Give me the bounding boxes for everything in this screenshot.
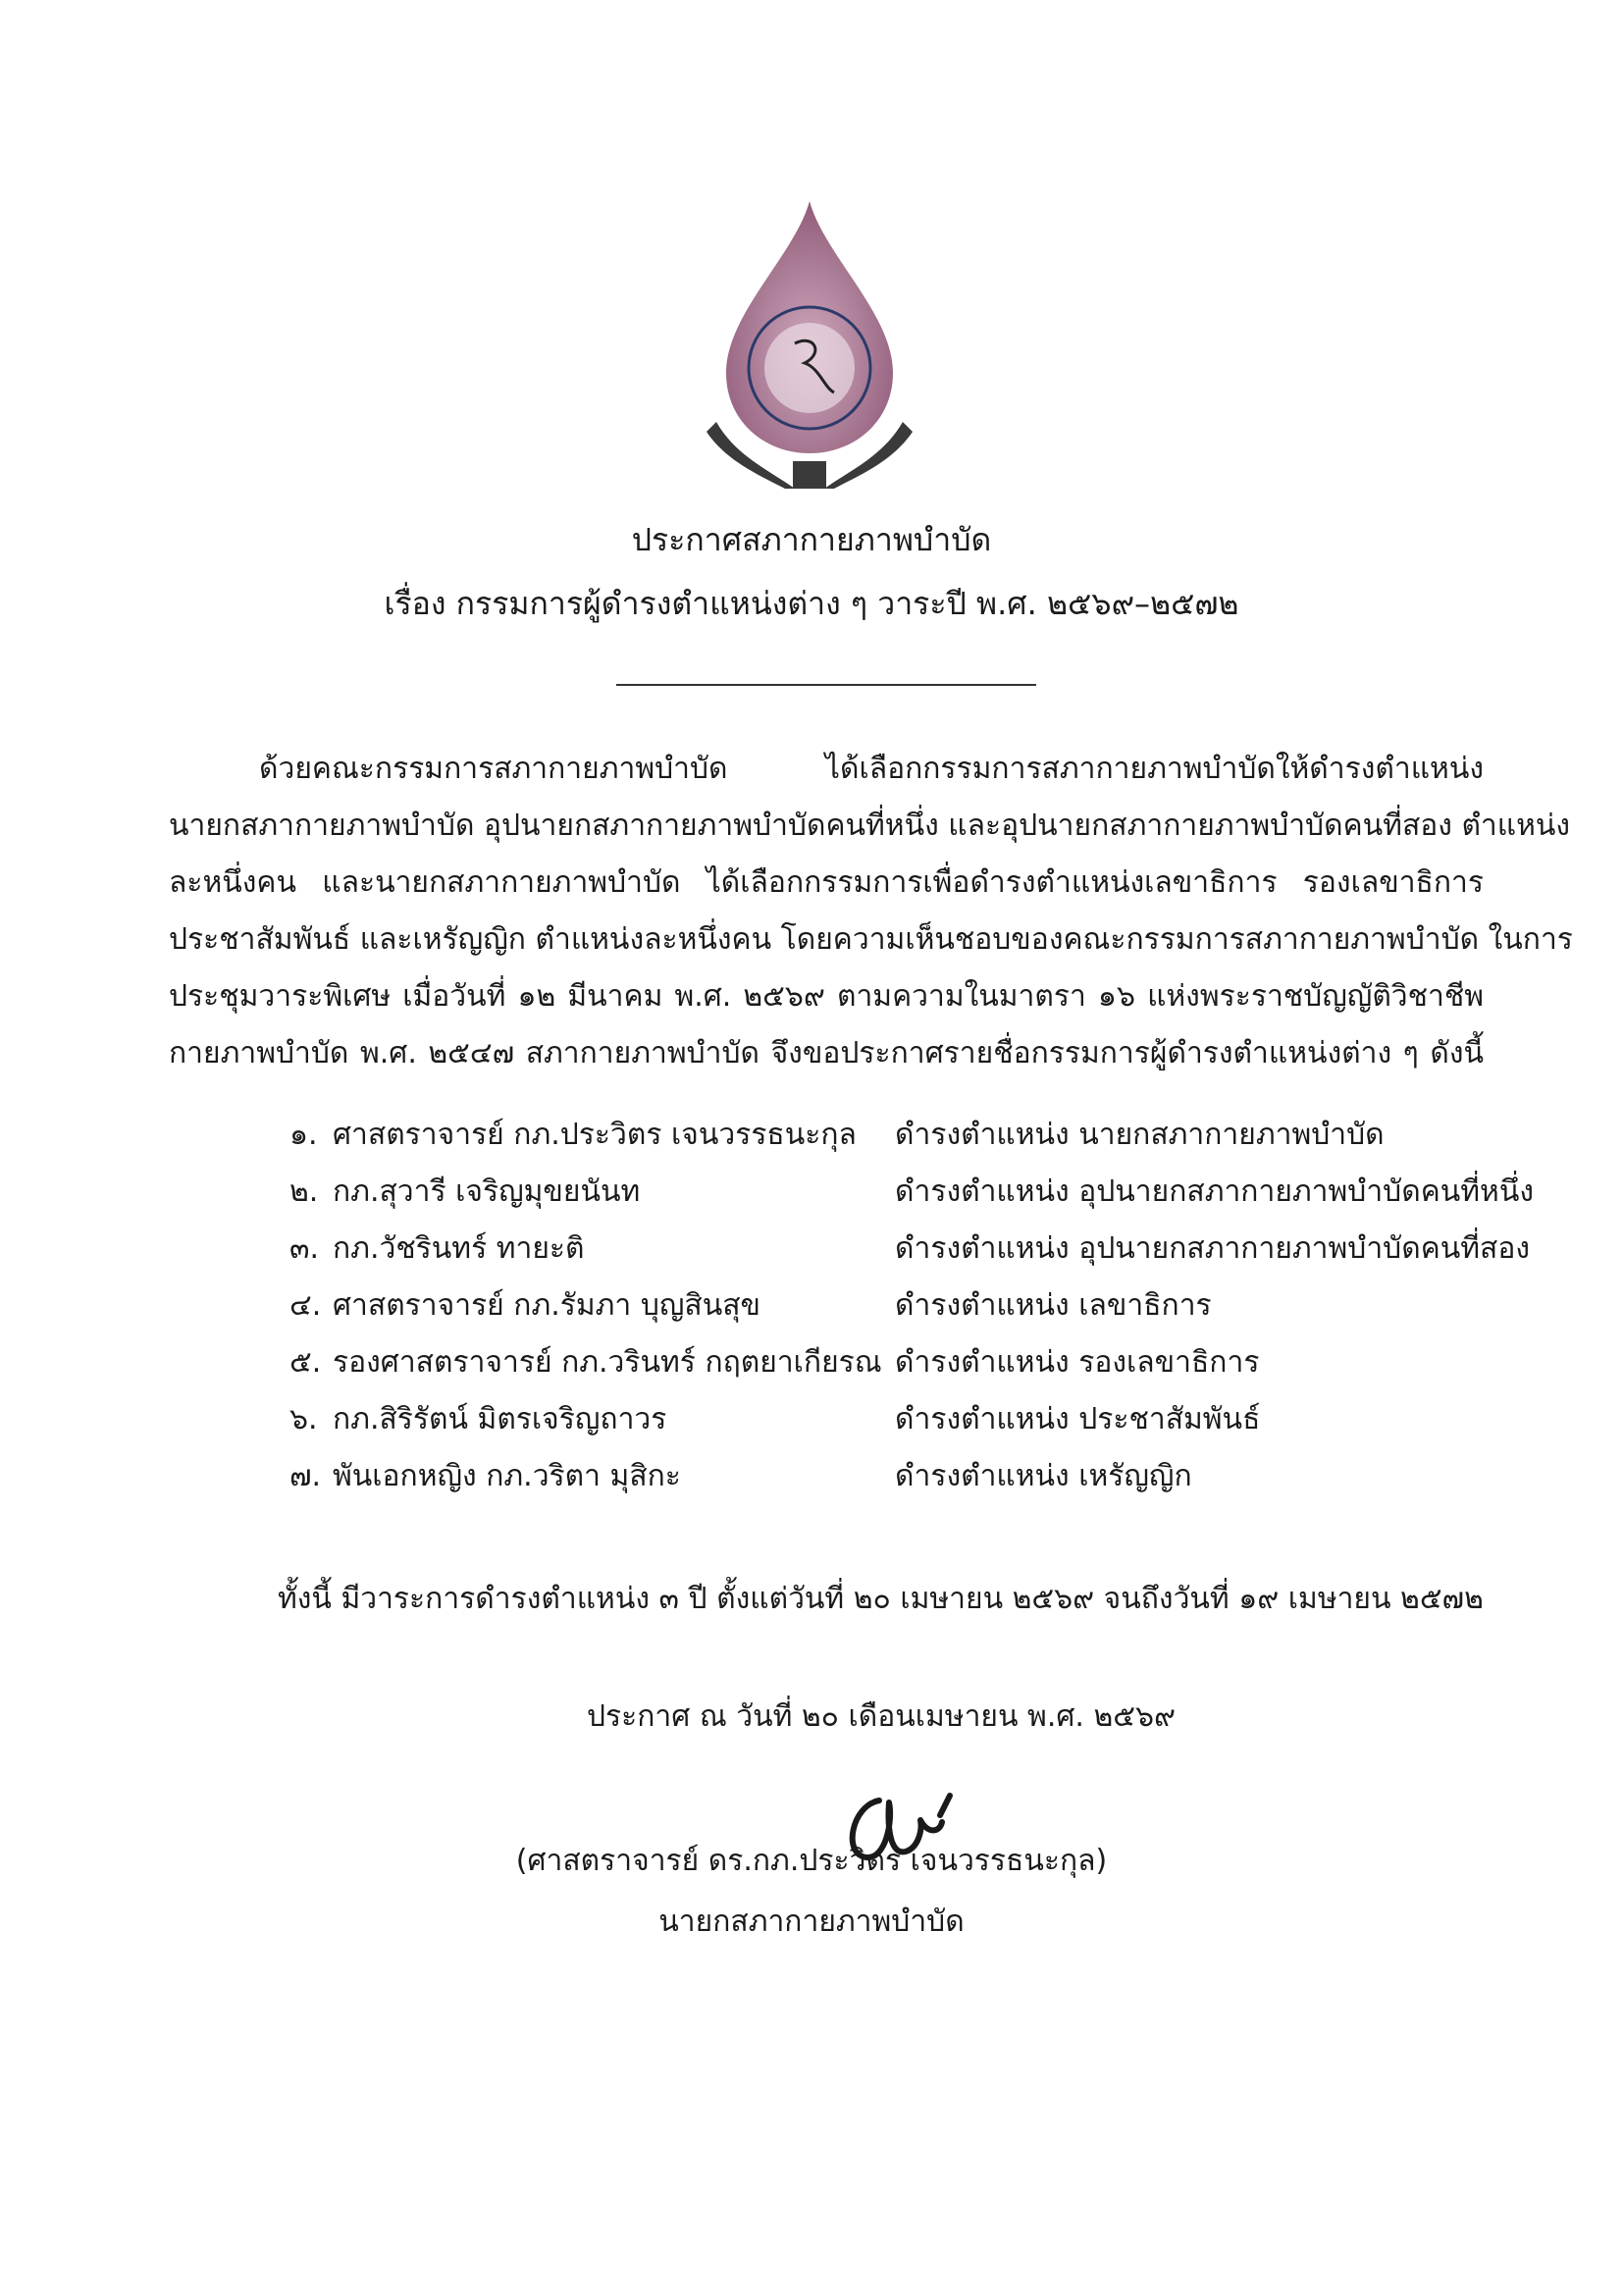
member-number: ๑. bbox=[289, 1118, 318, 1152]
list-item bbox=[289, 1169, 1534, 1226]
member-name: พันเอกหญิง กภ.วริตา มุสิกะ bbox=[333, 1459, 681, 1493]
list-item bbox=[289, 1282, 1526, 1339]
member-position: ดำรงตำแหน่ง อุปนายกสภากายภาพบำบัดคนที่หนึ่ง bbox=[895, 1174, 1534, 1209]
member-list bbox=[289, 1112, 1534, 1510]
body-line: ประชาสัมพันธ์ และเหรัญญิก ตำแหน่งละหนึ่งคน โดยความเห็นชอบของคณะกรรมการสภากายภาพบำบัด ในการ bbox=[169, 922, 1573, 957]
announcement-subject: เรื่อง กรรมการผู้ดำรงตำแหน่งต่าง ๆ วาระปี พ.ศ. ๒๕๖๙–๒๕๗๒ bbox=[384, 585, 1239, 622]
list-item bbox=[289, 1396, 1526, 1453]
member-name: กภ.สุวารี เจริญมุขยนันท bbox=[333, 1174, 641, 1209]
member-name: กภ.สิริรัตน์ มิตรเจริญถาวร bbox=[333, 1402, 667, 1436]
member-number: ๖. bbox=[289, 1402, 318, 1436]
member-name: กภ.วัชรินทร์ ทายะติ bbox=[333, 1231, 585, 1266]
body-line: กายภาพบำบัด พ.ศ. ๒๕๔๗ สภากายภาพบำบัด จึงขอประกาศรายชื่อกรรมการผู้ดำรงตำแหน่งต่าง ๆ ดังนี้ bbox=[169, 1036, 1484, 1070]
member-number: ๓. bbox=[289, 1231, 320, 1266]
member-position: ดำรงตำแหน่ง นายกสภากายภาพบำบัด bbox=[895, 1118, 1385, 1152]
member-number: ๔. bbox=[289, 1288, 322, 1323]
council-logo-icon bbox=[677, 196, 942, 491]
list-item bbox=[289, 1453, 1526, 1510]
body-line: นายกสภากายภาพบำบัด อุปนายกสภากายภาพบำบัดคนที่หนึ่ง และอุปนายกสภากายภาพบำบัดคนที่สอง ตำแหน่ง bbox=[169, 809, 1571, 843]
member-name: ศาสตราจารย์ กภ.รัมภา บุญสินสุข bbox=[333, 1288, 761, 1323]
body-paragraph bbox=[169, 741, 1573, 1082]
member-name: ศาสตราจารย์ กภ.ประวิตร เจนวรรธนะกุล bbox=[333, 1118, 857, 1152]
member-position: ดำรงตำแหน่ง อุปนายกสภากายภาพบำบัดคนที่สอง bbox=[895, 1231, 1531, 1266]
signatory-title: นายกสภากายภาพบำบัด bbox=[658, 1905, 965, 1939]
signatory-name: (ศาสตราจารย์ ดร.กภ.ประวิตร เจนวรรธนะกุล) bbox=[515, 1844, 1108, 1878]
member-name: รองศาสตราจารย์ กภ.วรินทร์ กฤตยาเกียรณ bbox=[333, 1345, 882, 1380]
member-number: ๗. bbox=[289, 1459, 322, 1493]
body-line: ประชุมวาระพิเศษ เมื่อวันที่ ๑๒ มีนาคม พ.ศ. ๒๕๖๙ ตามความในมาตรา ๑๖ แห่งพระราชบัญญัติวิชาชีพ bbox=[169, 979, 1484, 1014]
term-statement: ทั้งนี้ มีวาระการดำรงตำแหน่ง ๓ ปี ตั้งแต่วันที่ ๒๐ เมษายน ๒๕๖๙ จนถึงวันที่ ๑๙ เมษายน ๒๕๗๒ bbox=[278, 1582, 1484, 1616]
list-item bbox=[289, 1339, 1526, 1396]
body-line: ด้วยคณะกรรมการสภากายภาพบำบัด ได้เลือกกรรมการสภากายภาพบำบัดให้ดำรงตำแหน่ง bbox=[259, 752, 1484, 786]
member-position: ดำรงตำแหน่ง รองเลขาธิการ bbox=[895, 1345, 1260, 1380]
list-item bbox=[289, 1112, 1526, 1169]
member-position: ดำรงตำแหน่ง ประชาสัมพันธ์ bbox=[895, 1402, 1261, 1436]
list-item bbox=[289, 1226, 1531, 1282]
body-line: ละหนึ่งคน และนายกสภากายภาพบำบัด ได้เลือกกรรมการเพื่อดำรงตำแหน่งเลขาธิการ รองเลขาธิการ bbox=[169, 865, 1484, 900]
announcement-title: ประกาศสภากายภาพบำบัด bbox=[631, 521, 992, 558]
member-position: ดำรงตำแหน่ง เลขาธิการ bbox=[895, 1288, 1212, 1323]
member-number: ๒. bbox=[289, 1174, 319, 1209]
title-divider bbox=[616, 684, 1036, 686]
member-position: ดำรงตำแหน่ง เหรัญญิก bbox=[895, 1459, 1192, 1493]
member-number: ๕. bbox=[289, 1345, 322, 1380]
announce-date: ประกาศ ณ วันที่ ๒๐ เดือนเมษายน พ.ศ. ๒๕๖๙ bbox=[587, 1699, 1176, 1734]
